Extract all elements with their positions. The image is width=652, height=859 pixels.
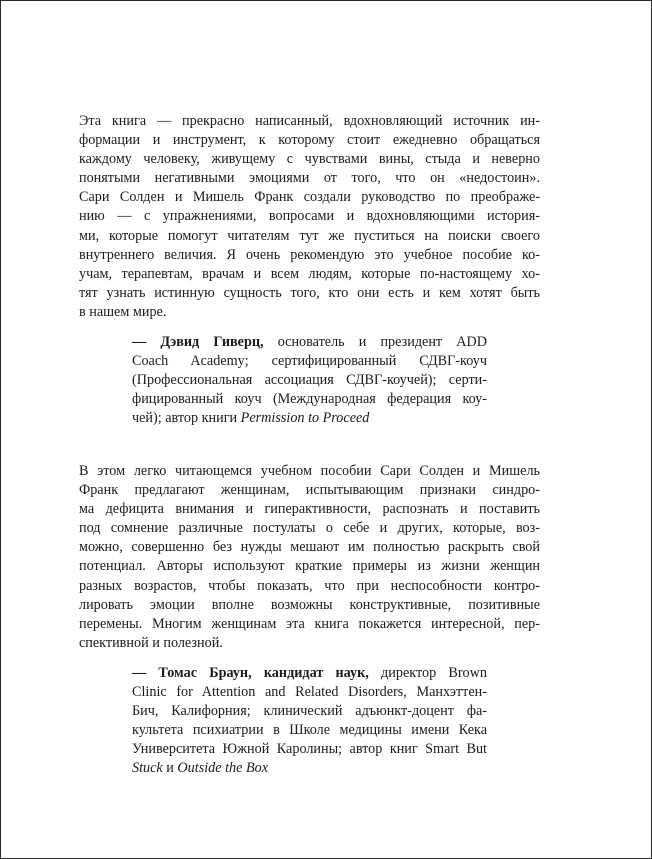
text-line: В этом легко читающемся учебном пособии Сари Солден и Мишель <box>79 463 540 479</box>
review-paragraph-2 <box>79 462 540 653</box>
book-title: Permission to Proceed <box>240 410 370 427</box>
text-line: каждому человеку, живущему с чувствами вины, стыда и неверно <box>79 151 540 168</box>
attribution-line: Бич, Калифорния; клинический адъюнкт-доцент фа- <box>132 703 487 720</box>
text-line: перемены. Многим женщинам эта книга покажется интересной, пер- <box>79 615 540 632</box>
text-line: потенциал. Авторы используют краткие примеры из жизни женщин <box>79 558 540 575</box>
text-line: в нашем мире. <box>79 303 167 320</box>
attribution-2 <box>132 664 487 779</box>
attribution-text: директор Brown <box>368 665 487 681</box>
attribution-line: культета психиатрии в Школе медицины имени Кека <box>132 722 487 739</box>
text-line: лировать эмоции вполне возможны конструктивные, позитивные <box>79 596 540 613</box>
text-line: Эта книга — прекрасно написанный, вдохновляющий источник ин- <box>79 113 540 129</box>
text-line: Франк предлагают женщинам, испытывающим признаки синдро- <box>79 482 540 499</box>
attribution-line: фицированный коуч (Международная федерация коу- <box>132 391 487 408</box>
text-line: ма дефицита внимания и гиперактивности, распознать и поставить <box>79 501 540 518</box>
text-line: учам, терапевтам, врачам и всем людям, которые по-настоящему хо- <box>79 265 540 282</box>
text-line: Сари Солден и Мишель Франк создали руководство по преображе- <box>79 189 540 206</box>
text-line: понятыми негативными эмоциями от того, что он «недостоин». <box>79 170 540 187</box>
text-line: спективной и полезной. <box>79 634 223 651</box>
attribution-text: основатель и президент ADD <box>263 334 487 350</box>
attribution-1 <box>132 333 487 428</box>
author-name: — Томас Браун, кандидат наук, <box>132 665 369 681</box>
text-line: разных возрастов, чтобы показать, что при неспособности контро- <box>79 577 540 594</box>
text-line: можно, совершенно без нужды мешают им полностью раскрыть свой <box>79 539 540 556</box>
text-line: формации и инструмент, к которому стоит ежедневно обращаться <box>79 132 540 149</box>
attribution-line: Coach Academy; сертифицированный СДВГ-коуч <box>132 353 487 370</box>
attribution-line <box>132 333 487 352</box>
text-line: тят узнать истинную сущность того, кто они есть и кем хотят быть <box>79 284 540 301</box>
book-title: Outside the Box <box>177 760 269 777</box>
author-name: — Дэвид Гиверц, <box>132 334 264 350</box>
attribution-line: (Профессиональная ассоциация СДВГ-коучей); серти- <box>132 372 487 389</box>
text-line: под сомнение различные постулаты о себе и других, которые, воз- <box>79 520 540 537</box>
attribution-line <box>132 664 487 683</box>
attribution-text: чей); автор книги <box>132 410 241 427</box>
review-paragraph-1 <box>79 112 540 322</box>
text-line: внутреннего величия. Я очень рекомендую это учебное пособие ко- <box>79 246 540 263</box>
attribution-line: Университета Южной Каролины; автор книг Smart But <box>132 741 487 758</box>
text-line: нию — с упражнениями, вопросами и вдохновляющими история- <box>79 208 540 225</box>
attribution-text: и <box>162 760 178 777</box>
text-line: ми, которые помогут читателям тут же пуститься на поиски своего <box>79 227 540 244</box>
attribution-line <box>132 759 487 778</box>
attribution-line <box>132 409 487 428</box>
attribution-line: Clinic for Attention and Related Disorders, Манхэттен- <box>132 684 487 701</box>
book-title: Stuck <box>132 760 163 777</box>
